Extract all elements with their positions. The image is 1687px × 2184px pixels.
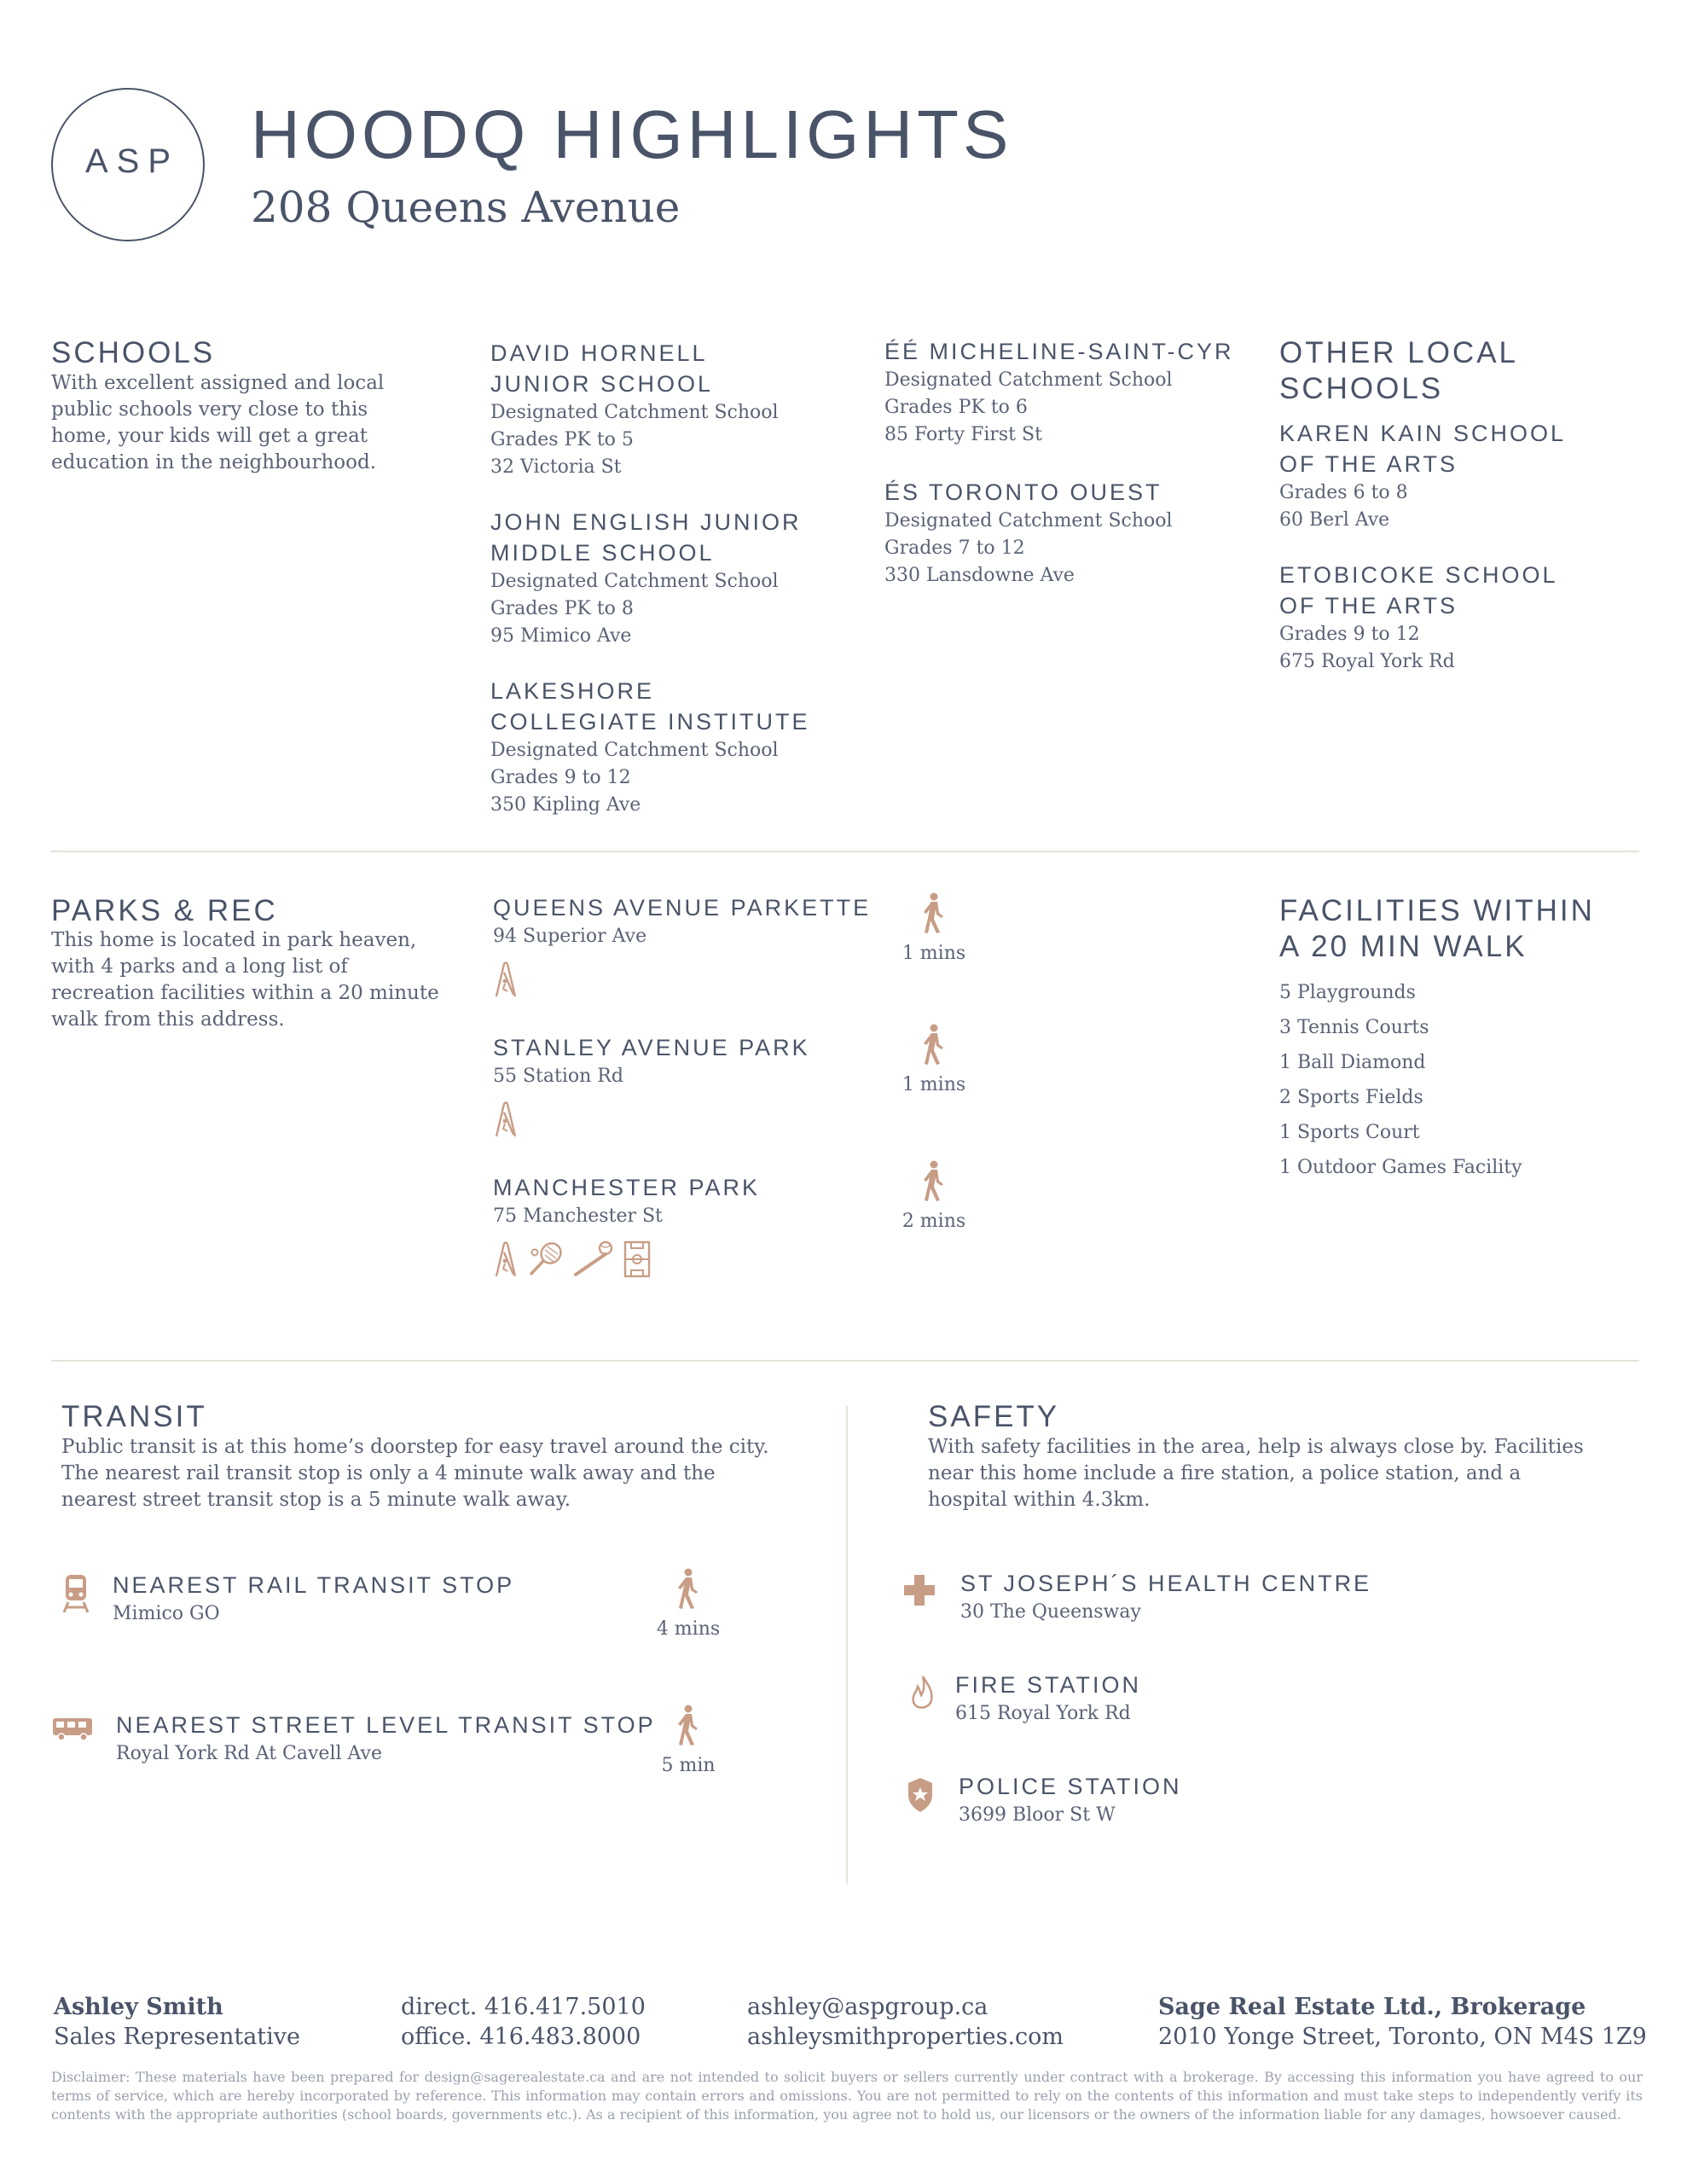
- disclaimer: Disclaimer: These materials have been prepared for design@sagerealestate.ca and are not intended to solicit buyers or sellers currently under contract with a brokerage. By accessing this information you have agreed to our terms of service, which are hereby incorporated by reference. This information may contain errors and omissions. You are not permitted to rely on the contents of this information and must take steps to independently verify its contents with the appropriate authorities (school boards, governments etc.). As a recipient of this information, you agree not to hold us, our licensors or the owners of the information liable for any damages, howsoever caused.: [51, 2069, 1643, 2123]
- street-stop-label: NEAREST STREET LEVEL TRANSIT STOP: [116, 1712, 656, 1738]
- safety-heading: SAFETY: [928, 1400, 1060, 1433]
- school-karen-kain: [1279, 418, 1655, 534]
- school-type: Designated Catchment School: [490, 402, 779, 423]
- walking-icon: [675, 1568, 701, 1611]
- safety-description: With safety facilities in the area, help is always close by. Facilities near this home include a fire station, a police station, and a hospital within 4.3km.: [928, 1436, 1584, 1511]
- rail-stop-name: Mimico GO: [113, 1603, 220, 1624]
- facilities-list: [1279, 975, 1638, 1185]
- medical-cross-icon: [904, 1575, 935, 1606]
- transit-description: Public transit is at this home’s doorstep for easy travel around the city. The nearest rail transit stop is only a 4 minute walk away and the nearest street transit stop is a 5 minute walk away.: [61, 1436, 769, 1511]
- school-david-hornell: [490, 338, 866, 481]
- school-grades: Grades 6 to 8: [1279, 482, 1408, 503]
- facility-item: 1 Outdoor Games Facility: [1279, 1157, 1522, 1178]
- walking-icon: [921, 1024, 947, 1066]
- school-type: Designated Catchment School: [490, 740, 779, 761]
- walk-time-label: 2 mins: [901, 1211, 966, 1232]
- school-micheline: [884, 336, 1260, 449]
- page-title: HOODQ HIGHLIGHTS: [251, 96, 1013, 172]
- park-address: 55 Station Rd: [493, 1066, 623, 1087]
- school-name: OF THE ARTS: [1279, 593, 1458, 619]
- walk-time-label: 1 mins: [901, 1074, 966, 1095]
- school-grades: Grades 7 to 12: [884, 537, 1025, 559]
- sports-field-icon: [623, 1240, 652, 1278]
- facility-item: 2 Sports Fields: [1279, 1087, 1423, 1108]
- school-etobicoke-arts: [1279, 560, 1655, 676]
- school-name: DAVID HORNELL: [490, 340, 708, 366]
- logo-text: ASP: [84, 142, 180, 180]
- schools-description: With excellent assigned and local public schools very close to this home, your kids will get a great education in the neighbourhood.: [51, 372, 385, 473]
- walking-icon: [675, 1705, 701, 1747]
- walk-time-label: 5 min: [661, 1755, 716, 1776]
- email-link[interactable]: ashley@aspgroup.ca: [747, 1994, 988, 2020]
- school-name: COLLEGIATE INSTITUTE: [490, 709, 810, 735]
- brokerage-address: 2010 Yonge Street, Toronto, ON M4S 1Z9: [1158, 2024, 1647, 2050]
- school-grades: Grades PK to 5: [490, 429, 634, 450]
- other-schools-heading-line: OTHER LOCAL: [1279, 336, 1518, 369]
- school-name: LAKESHORE: [490, 678, 655, 704]
- school-address: 60 Berl Ave: [1279, 509, 1390, 531]
- facility-item: 5 Playgrounds: [1279, 982, 1416, 1003]
- divider: [51, 851, 1639, 852]
- other-schools-heading-line: SCHOOLS: [1279, 372, 1444, 405]
- school-address: 32 Victoria St: [490, 456, 622, 478]
- parks-description: This home is located in park heaven, with 4 parks and a long list of recreation facilities within a 20 minute walk from this address.: [51, 929, 439, 1031]
- train-icon: [61, 1573, 90, 1616]
- playground-icon: [493, 1240, 519, 1278]
- school-toronto-ouest: [884, 477, 1260, 590]
- agent-info: [54, 1993, 300, 2053]
- property-address: 208 Queens Avenue: [251, 183, 681, 232]
- safety-item-address: 615 Royal York Rd: [955, 1703, 1131, 1724]
- playground-icon: [493, 1101, 519, 1138]
- facility-item: 3 Tennis Courts: [1279, 1017, 1429, 1038]
- website-link[interactable]: ashleysmithproperties.com: [747, 2024, 1064, 2050]
- schools-heading: SCHOOLS: [51, 336, 216, 369]
- school-grades: Grades PK to 8: [490, 598, 634, 619]
- tennis-icon: [527, 1240, 565, 1278]
- divider: [51, 1360, 1639, 1362]
- school-name: ÉÉ MICHELINE-SAINT-CYR: [884, 339, 1234, 364]
- school-address: 85 Forty First St: [884, 424, 1042, 445]
- police-badge-icon: [906, 1776, 935, 1814]
- school-type: Designated Catchment School: [884, 369, 1173, 391]
- vertical-divider: [846, 1406, 848, 1884]
- walk-time-label: 1 mins: [901, 943, 966, 964]
- school-grades: Grades 9 to 12: [490, 767, 631, 788]
- baseball-icon: [573, 1240, 614, 1278]
- park-queens-avenue-parkette: [493, 892, 885, 998]
- agent-name: Ashley Smith: [54, 1994, 223, 2020]
- other-schools-heading: [1279, 335, 1518, 407]
- safety-item-name: POLICE STATION: [959, 1774, 1182, 1799]
- safety-item-name: ST JOSEPH´S HEALTH CENTRE: [960, 1571, 1372, 1596]
- facilities-heading: [1279, 893, 1595, 965]
- walk-time: [887, 892, 981, 967]
- safety-item-address: 30 The Queensway: [960, 1601, 1141, 1623]
- walk-time: [887, 1024, 981, 1099]
- playground-icon: [493, 961, 519, 998]
- transit-heading: TRANSIT: [61, 1400, 207, 1433]
- park-address: 94 Superior Ave: [493, 926, 647, 947]
- agent-phones: [401, 1993, 646, 2053]
- school-name: KAREN KAIN SCHOOL: [1279, 421, 1567, 446]
- office-phone[interactable]: office. 416.483.8000: [401, 2024, 641, 2050]
- street-stop-name: Royal York Rd At Cavell Ave: [116, 1743, 382, 1764]
- school-john-english: [490, 507, 866, 650]
- school-name: MIDDLE SCHOOL: [490, 540, 715, 566]
- rail-stop-label: NEAREST RAIL TRANSIT STOP: [113, 1572, 515, 1598]
- brokerage-name: Sage Real Estate Ltd., Brokerage: [1158, 1994, 1586, 2020]
- safety-item-name: FIRE STATION: [955, 1672, 1141, 1698]
- walk-time: [641, 1705, 735, 1780]
- flame-icon: [909, 1675, 935, 1712]
- park-name: QUEENS AVENUE PARKETTE: [493, 895, 872, 921]
- facility-item: 1 Ball Diamond: [1279, 1052, 1426, 1073]
- parks-heading: PARKS & REC: [51, 894, 278, 927]
- park-name: MANCHESTER PARK: [493, 1175, 761, 1200]
- walk-time: [887, 1160, 981, 1235]
- agent-contact: [747, 1993, 1064, 2053]
- park-name: STANLEY AVENUE PARK: [493, 1035, 810, 1060]
- walking-icon: [921, 1160, 947, 1203]
- park-address: 75 Manchester St: [493, 1205, 663, 1227]
- school-name: JOHN ENGLISH JUNIOR: [490, 509, 802, 535]
- school-grades: Grades 9 to 12: [1279, 624, 1420, 645]
- park-stanley-avenue: [493, 1032, 885, 1138]
- school-name: OF THE ARTS: [1279, 451, 1458, 477]
- facilities-heading-line: A 20 MIN WALK: [1279, 930, 1528, 963]
- facility-item: 1 Sports Court: [1279, 1122, 1420, 1143]
- school-name: JUNIOR SCHOOL: [490, 371, 714, 397]
- safety-item-address: 3699 Bloor St W: [959, 1804, 1116, 1826]
- school-grades: Grades PK to 6: [884, 397, 1028, 418]
- bus-icon: [51, 1716, 94, 1742]
- agent-title: Sales Representative: [54, 2024, 301, 2050]
- school-address: 675 Royal York Rd: [1279, 651, 1455, 672]
- walking-icon: [921, 892, 947, 935]
- facilities-heading-line: FACILITIES WITHIN: [1279, 894, 1595, 927]
- school-type: Designated Catchment School: [490, 571, 779, 592]
- park-manchester: [493, 1172, 885, 1278]
- logo: [51, 88, 205, 241]
- school-address: 330 Lansdowne Ave: [884, 565, 1075, 586]
- school-name: ÉS TORONTO OUEST: [884, 479, 1162, 505]
- school-name: ETOBICOKE SCHOOL: [1279, 562, 1558, 588]
- school-lakeshore: [490, 676, 866, 819]
- walk-time-label: 4 mins: [656, 1618, 721, 1640]
- school-address: 95 Mimico Ave: [490, 625, 632, 647]
- school-type: Designated Catchment School: [884, 510, 1173, 531]
- direct-phone[interactable]: direct. 416.417.5010: [401, 1994, 646, 2020]
- brokerage-info: [1158, 1993, 1647, 2053]
- walk-time: [641, 1568, 735, 1643]
- school-address: 350 Kipling Ave: [490, 794, 641, 816]
